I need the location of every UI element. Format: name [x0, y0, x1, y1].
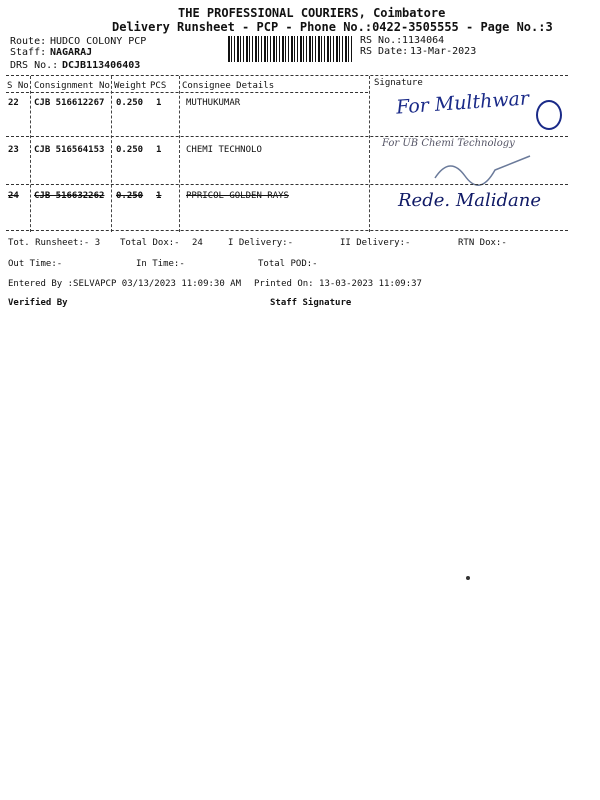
i-delivery: I Delivery:-: [228, 238, 294, 248]
row-pcs: 1: [156, 191, 162, 201]
row-consignment: CJB 516612267: [34, 98, 105, 108]
rs-no-value: 1134064: [402, 35, 445, 46]
col-sep: [30, 76, 31, 232]
row-pcs: 1: [156, 98, 162, 108]
row-consignee: MUTHUKUMAR: [186, 98, 241, 108]
row-consignment: CJB 516564153: [34, 145, 105, 155]
col-pcs: PCS: [150, 81, 167, 91]
circled-b-mark: [536, 100, 562, 130]
tot-runsheet: Tot. Runsheet:- 3: [8, 238, 101, 248]
row-weight: 0.250: [116, 98, 144, 108]
row-signature-stamp: For UB Chemi Technology: [382, 138, 515, 149]
staff-label: Staff:: [10, 47, 47, 58]
route-label: Route:: [10, 36, 47, 47]
table-top-rule: [6, 75, 568, 76]
row-sno: 22: [8, 98, 19, 108]
row-consignee: PPRICOL GOLDEN RAYS: [186, 191, 289, 201]
ii-delivery: II Delivery:-: [340, 238, 411, 248]
row-weight: 0.250: [116, 145, 144, 155]
company-title: THE PROFESSIONAL COURIERS, Coimbatore: [178, 6, 446, 20]
total-dox-label: Total Dox:-: [120, 238, 180, 248]
in-time: In Time:-: [136, 259, 185, 269]
rs-date-label: RS Date:: [360, 46, 409, 57]
col-signature: Signature: [374, 78, 423, 88]
row-sno: 24: [8, 191, 19, 201]
row-rule: [6, 136, 568, 137]
route-value: HUDCO COLONY PCP: [50, 36, 147, 47]
row-weight: 0.250: [116, 191, 144, 201]
rs-date-value: 13-Mar-2023: [410, 46, 477, 57]
col-sep: [179, 76, 180, 232]
runsheet-title: Delivery Runsheet - PCP - Phone No.:0422-3505555 - Page No.:3: [112, 20, 553, 34]
header-bottom-rule: [6, 92, 368, 93]
row-signature: For Multhwar: [395, 87, 530, 119]
printed-on: Printed On: 13-03-2023 11:09:37: [254, 279, 422, 289]
row-sno: 23: [8, 145, 19, 155]
rtn-dox: RTN Dox:-: [458, 238, 507, 248]
total-dox-value: 24: [192, 238, 203, 248]
row-rule: [6, 184, 568, 185]
out-time: Out Time:-: [8, 259, 63, 269]
barcode: [228, 36, 352, 62]
verified-by: Verified By: [8, 298, 68, 308]
col-consignment: Consignment No: [34, 81, 110, 91]
col-sep: [369, 76, 370, 232]
rs-no-label: RS No.:: [360, 35, 403, 46]
drs-label: DRS No.:: [10, 60, 59, 71]
ink-speck: [466, 576, 470, 580]
col-sno: S No: [7, 81, 29, 91]
staff-value: NAGARAJ: [50, 47, 93, 58]
entered-by: Entered By :SELVAPCP 03/13/2023 11:09:30 AM: [8, 279, 241, 289]
total-pod: Total POD:-: [258, 259, 318, 269]
row-consignment: CJB 516632262: [34, 191, 105, 201]
table-bottom-rule: [6, 230, 568, 231]
staff-signature: Staff Signature: [270, 298, 352, 308]
row-consignee: CHEMI TECHNOLO: [186, 145, 262, 155]
drs-value: DCJB113406403: [62, 60, 141, 71]
row-signature: Rede. Malidane: [398, 190, 541, 211]
row-pcs: 1: [156, 145, 162, 155]
col-weight: Weight: [114, 81, 147, 91]
col-sep: [111, 76, 112, 232]
col-consignee: Consignee Details: [182, 81, 275, 91]
